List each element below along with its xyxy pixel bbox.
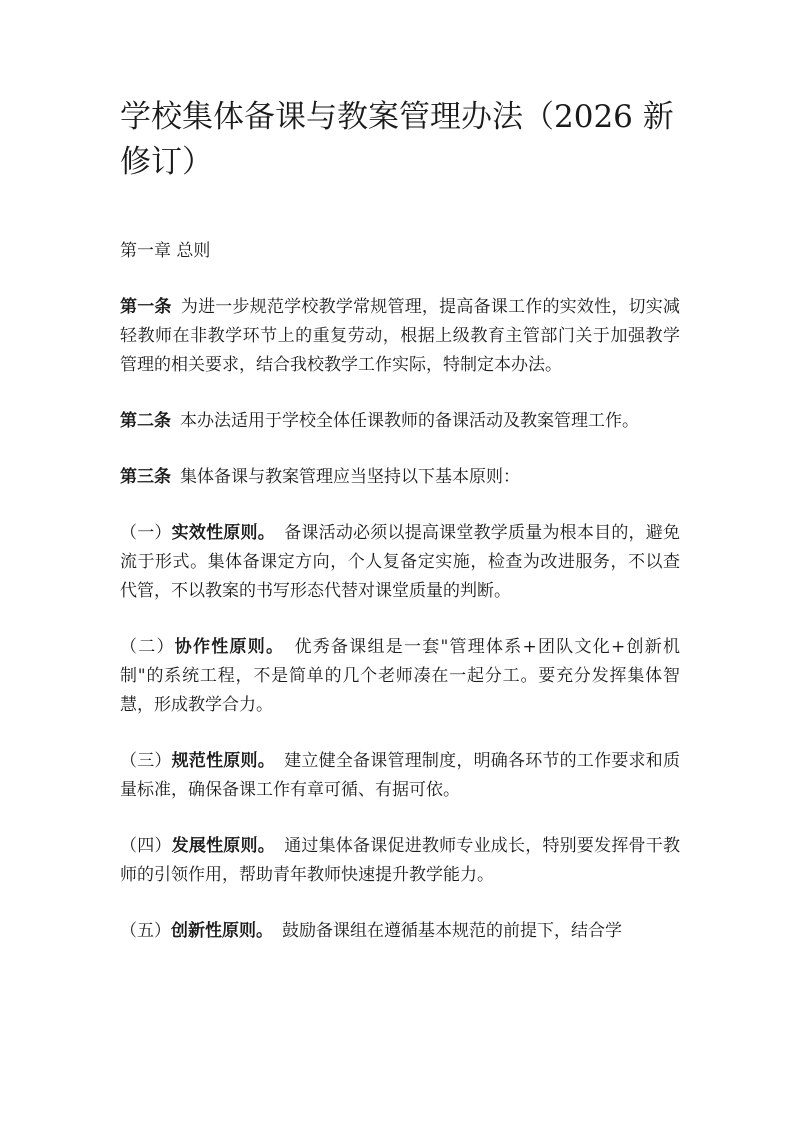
document-title: 学校集体备课与教案管理办法（2026 新修订） — [120, 99, 674, 180]
principle-2-name: 协作性原则。 — [174, 637, 285, 657]
principle-2-index: （二） — [120, 637, 175, 657]
principle-1 — [120, 519, 680, 606]
principle-1-name: 实效性原则。 — [171, 523, 275, 543]
article-2 — [120, 407, 680, 436]
principle-3 — [120, 747, 680, 805]
principle-4-index: （四） — [120, 836, 172, 856]
article-1 — [120, 293, 680, 380]
principle-5 — [120, 917, 680, 946]
article-1-label: 第一条 — [120, 297, 172, 317]
article-2-label: 第二条 — [120, 411, 171, 431]
principle-4 — [120, 832, 680, 890]
principle-1-text: 备课活动必须以提高课堂教学质量为根本目的，避免流于形式。集体备课定方向，个人复备定实施，检查为改进服务，不以查代管，不以教案的书写形态代替对课堂质量的判断。 — [120, 523, 680, 601]
principle-2 — [120, 633, 680, 720]
principle-3-text: 建立健全备课管理制度，明确各环节的工作要求和质量标准，确保备课工作有章可循、有据可依。 — [120, 751, 680, 800]
principle-3-index: （三） — [120, 751, 172, 771]
chapter-heading: 第一章 总则 — [120, 241, 211, 261]
article-3-text: 集体备课与教案管理应当坚持以下基本原则： — [180, 467, 520, 487]
principle-3-name: 规范性原则。 — [171, 751, 275, 771]
article-1-text: 为进一步规范学校教学常规管理，提高备课工作的实效性，切实减轻教师在非教学环节上的重复劳动，根据上级教育主管部门关于加强教学管理的相关要求，结合我校教学工作实际，特制定本办法。 — [120, 297, 680, 375]
principle-5-text: 鼓励备课组在遵循基本规范的前提下，结合学 — [282, 921, 622, 941]
article-3-label: 第三条 — [120, 467, 171, 487]
principle-2-text: 优秀备课组是一套"管理体系+团队文化+创新机制"的系统工程，不是简单的几个老师凑在一起分工。要充分发挥集体智慧，形成教学合力。 — [120, 637, 681, 715]
principle-5-name: 创新性原则。 — [171, 921, 273, 941]
principle-4-text: 通过集体备课促进教师专业成长，特别要发挥骨干教师的引领作用，帮助青年教师快速提升教学能力。 — [120, 836, 680, 885]
document-page — [120, 95, 680, 973]
principle-4-name: 发展性原则。 — [171, 836, 275, 856]
article-3 — [120, 463, 680, 492]
principle-5-index: （五） — [120, 921, 171, 941]
principle-1-index: （一） — [120, 523, 172, 543]
article-2-text: 本办法适用于学校全体任课教师的备课活动及教案管理工作。 — [180, 411, 639, 431]
